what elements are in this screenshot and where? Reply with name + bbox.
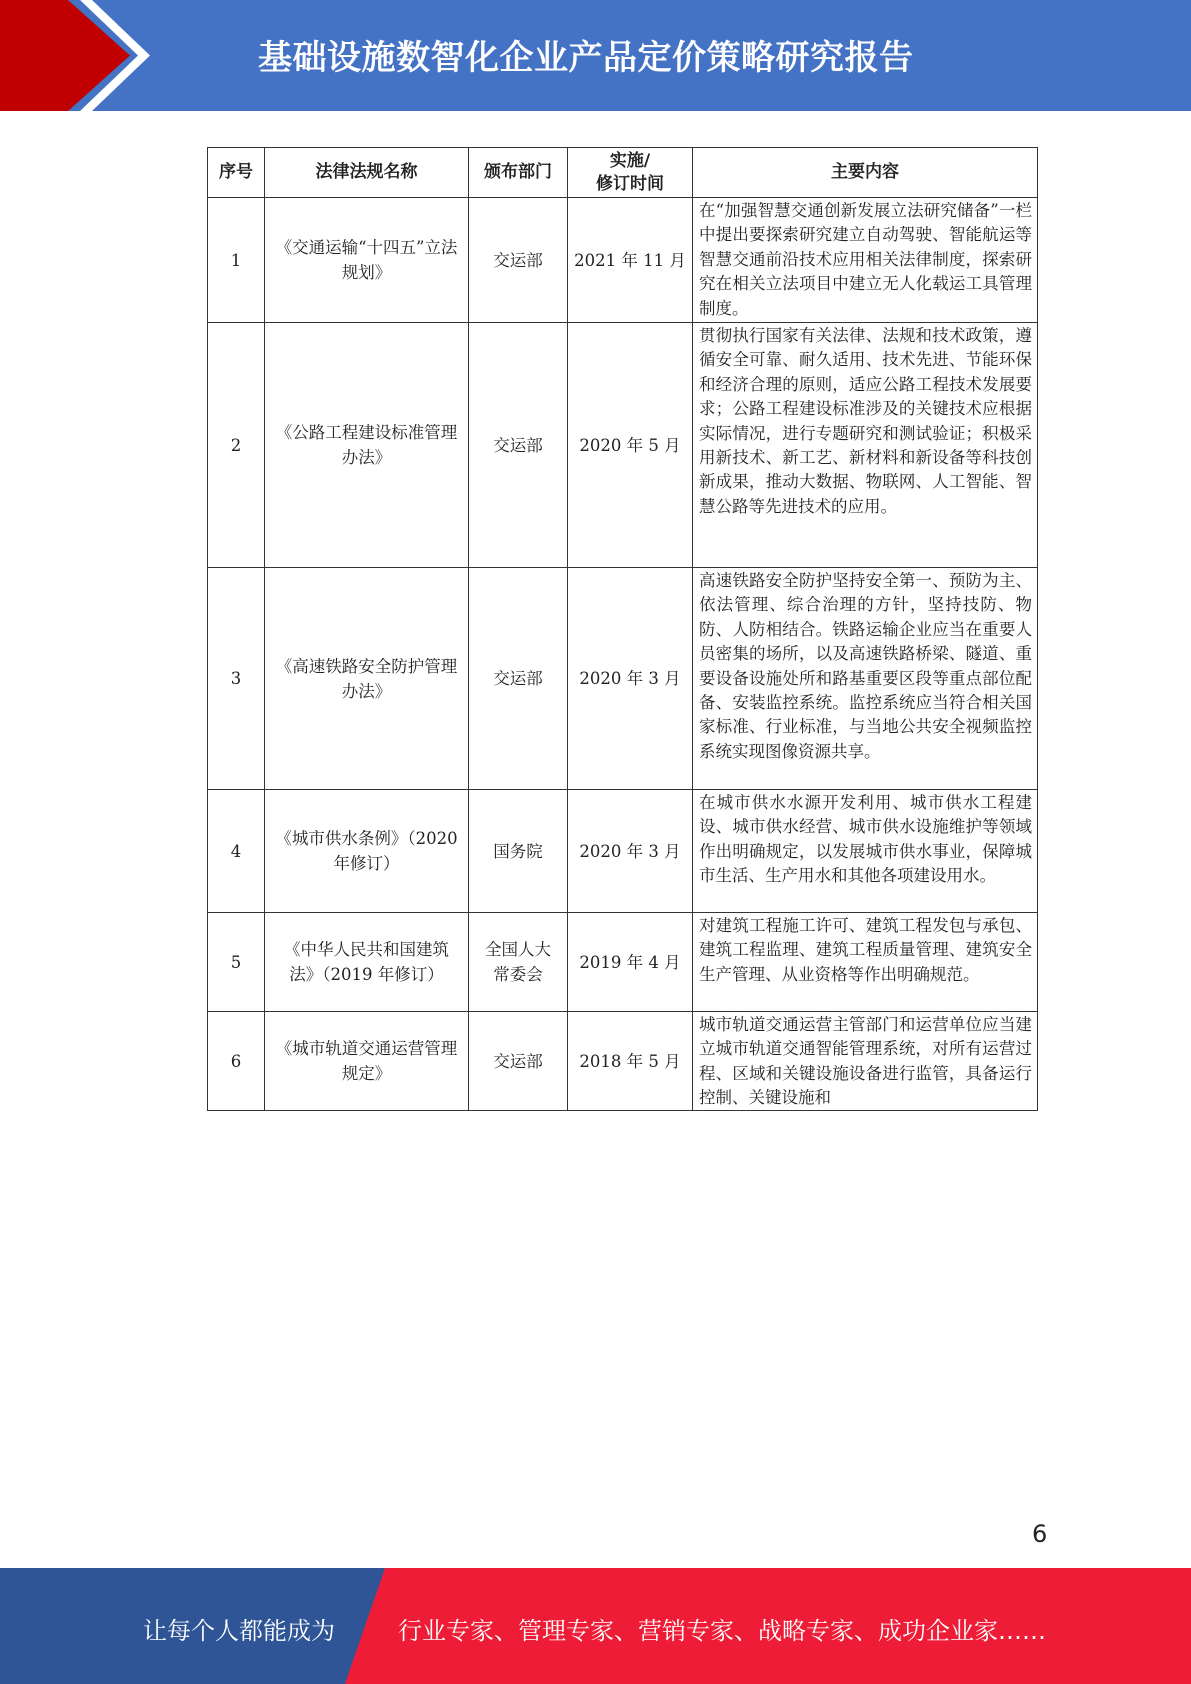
cell-dept: 交运部 [469,568,568,790]
cell-date: 2018 年 5 月 [568,1012,693,1111]
chevron-arrow-icon [0,0,160,111]
cell-no: 3 [208,568,265,790]
cell-content-text: 城市轨道交通运营主管部门和运营单位应当建立城市轨道交通智能管理系统，对所有运营过程、区域和关键设施设备进行监管，具备运行控制、关键设施和 [699,1015,1032,1108]
cell-content: 贯彻执行国家有关法律、法规和技术政策，遵循安全可靠、耐久适用、技术先进、节能环保和经济合理的原则，适应公路工程技术发展要求；公路工程建设标准涉及的关键技术应根据实际情况，进行专题研究和测试验证；积极采用新技术、新工艺、新材料和新设备等科技创新成果，推动大数据、物联网、人工智能、智慧公路等先进技术的应用。 [693,323,1038,568]
table-row [208,323,1038,568]
cell-dept: 交运部 [469,1012,568,1111]
cell-content [693,1012,1038,1111]
header-date-line2: 修订时间 [596,173,664,194]
cell-name: 《中华人民共和国建筑法》（2019 年修订） [265,913,469,1012]
table-header-row [208,148,1038,198]
cell-content: 在“加强智慧交通创新发展立法研究储备”一栏中提出要探索研究建立自动驾驶、智能航运等智慧交通前沿技术应用相关法律制度，探索研究在相关立法项目中建立无人化载运工具管理制度。 [693,198,1038,323]
cell-no: 4 [208,790,265,913]
footer-slogan-left: 让每个人都能成为 [143,1617,335,1645]
cell-dept: 全国人大常委会 [469,913,568,1012]
header-date-line1: 实施/ [609,150,651,171]
header-content: 主要内容 [693,148,1038,198]
cell-name: 《城市轨道交通运营管理规定》 [265,1012,469,1111]
cell-name: 《高速铁路安全防护管理办法》 [265,568,469,790]
cell-date: 2020 年 5 月 [568,323,693,568]
cell-date: 2020 年 3 月 [568,790,693,913]
cell-no: 2 [208,323,265,568]
cell-date: 2019 年 4 月 [568,913,693,1012]
table-row [208,1012,1038,1111]
cell-content: 高速铁路安全防护坚持安全第一、预防为主、依法管理、综合治理的方针，坚持技防、物防、人防相结合。铁路运输企业应当在重要人员密集的场所，以及高速铁路桥梁、隧道、重要设备设施处所和路基重要区段等重点部位配备、安装监控系统。监控系统应当符合相关国家标准、行业标准，与当地公共安全视频监控系统实现图像资源共享。 [693,568,1038,790]
cell-no: 6 [208,1012,265,1111]
cell-dept: 交运部 [469,198,568,323]
cell-no: 1 [208,198,265,323]
report-header [0,0,1191,111]
cell-dept: 交运部 [469,323,568,568]
table-row [208,913,1038,1012]
header-no: 序号 [208,148,265,198]
cell-name: 《公路工程建设标准管理办法》 [265,323,469,568]
footer-banner [0,1568,1191,1684]
cell-date: 2020 年 3 月 [568,568,693,790]
cell-date: 2021 年 11 月 [568,198,693,323]
regulations-table [207,147,1038,1111]
table-row [208,198,1038,323]
table-row [208,568,1038,790]
header-date [568,148,693,198]
page-number: 6 [1032,1520,1048,1548]
cell-name: 《城市供水条例》（2020 年修订） [265,790,469,913]
cell-dept: 国务院 [469,790,568,913]
header-dept: 颁布部门 [469,148,568,198]
table-row [208,790,1038,913]
cell-name: 《交通运输“十四五”立法规划》 [265,198,469,323]
cell-content: 对建筑工程施工许可、建筑工程发包与承包、建筑工程监理、建筑工程质量管理、建筑安全生产管理、从业资格等作出明确规范。 [693,913,1038,1012]
header-name: 法律法规名称 [265,148,469,198]
report-title: 基础设施数智化企业产品定价策略研究报告 [258,38,914,78]
cell-content: 在城市供水水源开发利用、城市供水工程建设、城市供水经营、城市供水设施维护等领域作出明确规定，以发展城市供水事业，保障城市生活、生产用水和其他各项建设用水。 [693,790,1038,913]
footer-slogan-right: 行业专家、管理专家、营销专家、战略专家、成功企业家…… [398,1617,1046,1645]
cell-no: 5 [208,913,265,1012]
